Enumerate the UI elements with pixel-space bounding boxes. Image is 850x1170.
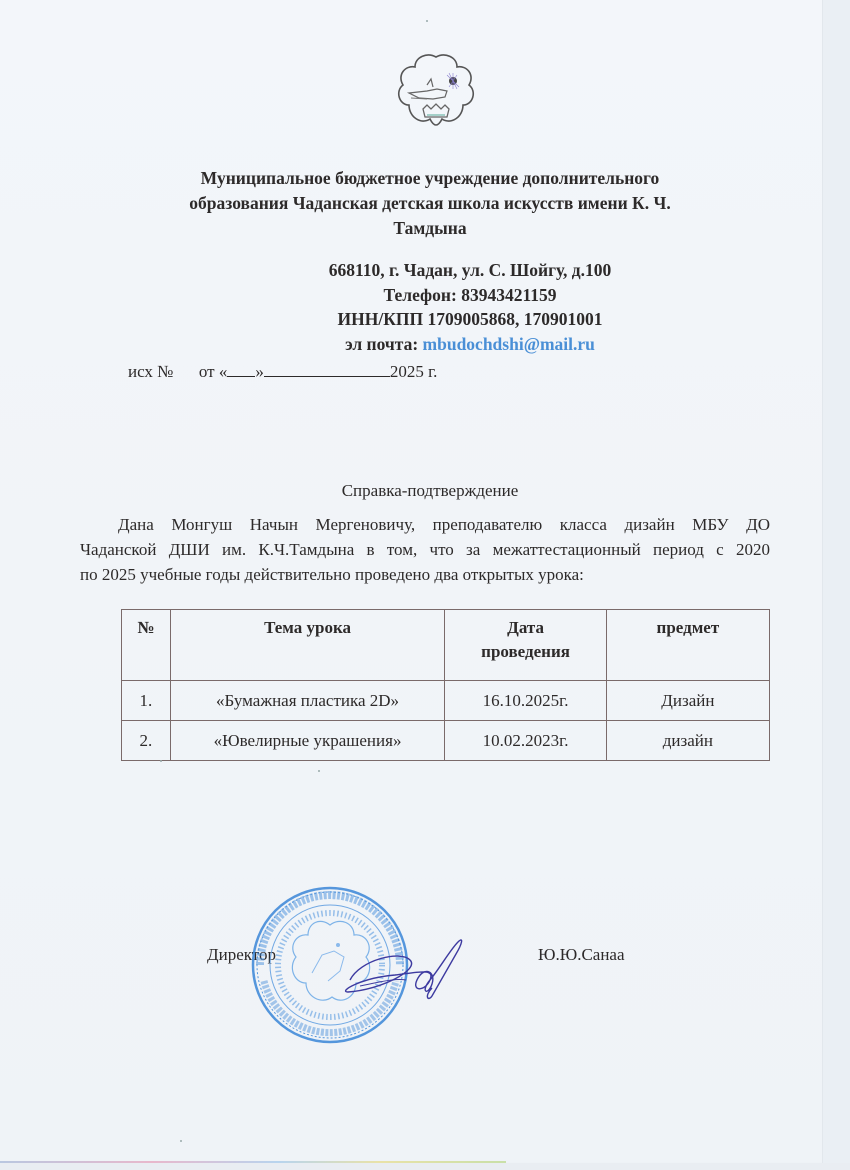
outgoing-number-label: исх №	[128, 362, 174, 381]
organization-name-line-1: Муниципальное бюджетное учреждение дополнительного	[200, 168, 660, 188]
organization-name	[100, 166, 760, 241]
scanner-color-line	[0, 1161, 506, 1163]
body-line-3: по 2025 учебные годы действительно проведено два открытых урока:	[80, 565, 584, 584]
date-prefix: от «	[198, 362, 228, 381]
email-link[interactable]: mbudochdshi@mail.ru	[422, 333, 595, 354]
scan-speck	[426, 20, 428, 22]
phone-label: Телефон:	[383, 284, 457, 305]
header-date-line-1: Дата	[507, 618, 544, 637]
month-blank	[264, 362, 390, 377]
cell-number: 2.	[122, 721, 171, 761]
signature-icon	[340, 920, 470, 1020]
header-subject: предмет	[606, 610, 769, 681]
address: 668110, г. Чадан, ул. С. Шойгу, д.100	[328, 260, 612, 280]
header-number: №	[122, 610, 171, 681]
document-title: Справка-подтверждение	[341, 481, 519, 500]
header-topic: Тема урока	[170, 610, 445, 681]
organization-contacts	[150, 258, 790, 356]
director-label: Директор	[207, 945, 276, 964]
cell-number: 1.	[122, 681, 171, 721]
page-edge-bottom	[0, 1163, 850, 1170]
cell-subject: Дизайн	[606, 681, 769, 721]
director-name: Ю.Ю.Санаа	[538, 945, 625, 964]
organization-name-line-3: Тамдына	[393, 218, 467, 238]
outgoing-number-line	[128, 362, 437, 382]
header-date	[445, 610, 606, 681]
open-lessons-table	[121, 609, 770, 761]
cell-topic: «Бумажная пластика 2D»	[170, 681, 445, 721]
cell-date: 10.02.2023г.	[445, 721, 606, 761]
header-date-line-2: проведения	[481, 642, 570, 661]
email-label: эл почта:	[345, 333, 419, 354]
phone-number: 83943421159	[461, 284, 557, 305]
table-row	[122, 681, 770, 721]
body-line-1: Дана Монгуш Начын Мергеновичу, преподавателю класса дизайн МБУ ДО	[118, 515, 770, 534]
table-header-row	[122, 610, 770, 681]
page-edge-right	[822, 0, 850, 1170]
tuva-emblem-icon	[397, 53, 475, 129]
organization-name-line-2: образования Чаданская детская школа искусств имени К. Ч.	[189, 193, 671, 213]
year: 2025 г.	[389, 362, 438, 381]
cell-subject: дизайн	[606, 721, 769, 761]
cell-topic: «Ювелирные украшения»	[170, 721, 445, 761]
body-line-2: Чаданской ДШИ им. К.Ч.Тамдына в том, что за межаттестационный период с 2020	[80, 540, 770, 559]
day-blank	[227, 362, 255, 377]
scan-speck	[160, 760, 162, 762]
scan-speck	[180, 1140, 182, 1142]
phone-line	[150, 283, 790, 308]
cell-date: 16.10.2025г.	[445, 681, 606, 721]
document-body	[80, 512, 770, 587]
table-row	[122, 721, 770, 761]
scan-speck	[318, 770, 320, 772]
date-mid: »	[255, 362, 264, 381]
inn-kpp: ИНН/КПП 1709005868, 170901001	[337, 309, 603, 329]
email-line	[150, 332, 790, 357]
